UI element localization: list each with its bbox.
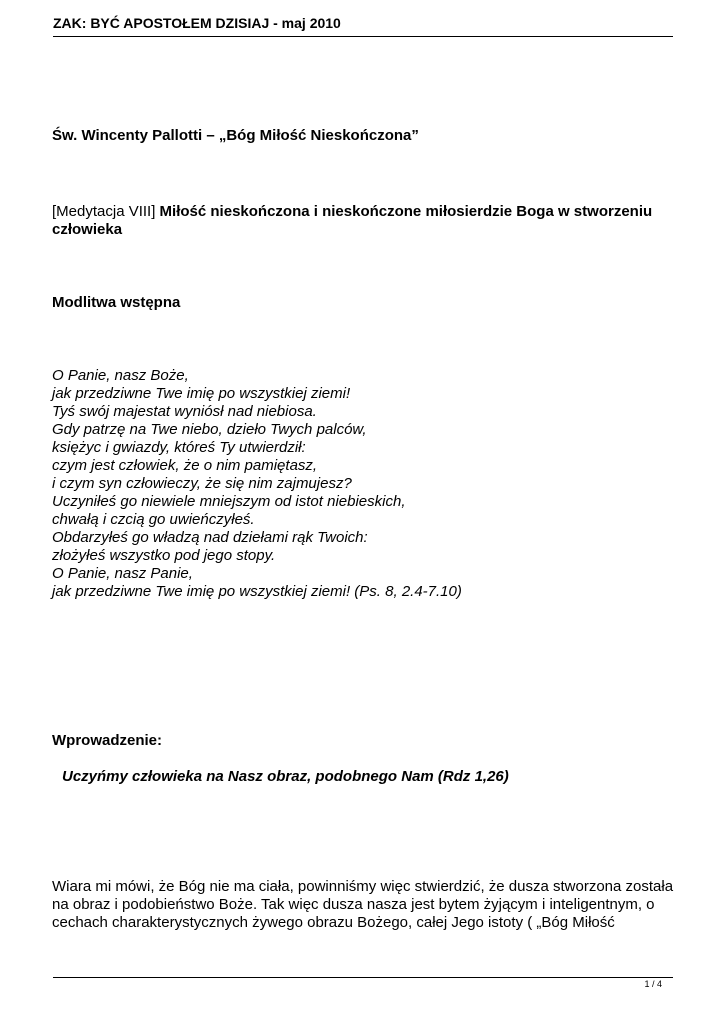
meditation-title-line2: człowieka xyxy=(52,221,123,238)
poem-line: czym jest człowiek, że o nim pamiętasz, xyxy=(52,457,318,474)
meditation-title xyxy=(52,203,672,239)
poem-line: i czym syn człowieczy, że się nim zajmujesz? xyxy=(52,475,352,492)
body-line: Wiara mi mówi, że Bóg nie ma ciała, powinniśmy więc stwierdzić, że dusza stworzona została xyxy=(52,878,674,895)
poem-line: jak przedziwne Twe imię po wszystkiej ziemi! (Ps. 8, 2.4-7.10) xyxy=(52,583,462,600)
footer-divider xyxy=(53,977,673,978)
intro-heading: Wprowadzenie: xyxy=(52,732,163,749)
body-paragraph xyxy=(52,878,672,932)
poem-line: chwałą i czcią go uwieńczyłeś. xyxy=(52,511,255,528)
poem-line: O Panie, nasz Boże, xyxy=(52,367,189,384)
page-header xyxy=(53,14,673,37)
poem-line: jak przedziwne Twe imię po wszystkiej ziemi! xyxy=(52,385,351,402)
poem-line: księżyc i gwiazdy, któreś Ty utwierdził: xyxy=(52,439,306,456)
meditation-prefix: [Medytacja VIII] xyxy=(52,203,160,220)
header-title: ZAK: BYĆ APOSTOŁEM DZISIAJ - maj 2010 xyxy=(53,15,341,31)
body-line: na obraz i podobieństwo Boże. Tak więc dusza nasza jest bytem żyjącym i inteligentnym, o xyxy=(52,896,655,913)
intro-quote: Uczyńmy człowieka na Nasz obraz, podobnego Nam (Rdz 1,26) xyxy=(62,768,509,785)
poem-line: Uczyniłeś go niewiele mniejszym od istot niebieskich, xyxy=(52,493,406,510)
poem-line: Obdarzyłeś go władzą nad dziełami rąk Twoich: xyxy=(52,529,368,546)
meditation-title-line1: Miłość nieskończona i nieskończone miłosierdzie Boga w stworzeniu xyxy=(159,203,653,220)
poem xyxy=(52,367,672,601)
poem-line: złożyłeś wszystko pod jego stopy. xyxy=(52,547,276,564)
poem-line: Gdy patrzę na Twe niebo, dzieło Twych palców, xyxy=(52,421,367,438)
page-number: 1 / 4 xyxy=(644,979,662,989)
poem-line: O Panie, nasz Panie, xyxy=(52,565,193,582)
body-line: cechach charakterystycznych żywego obrazu Bożego, całej Jego istoty ( „Bóg Miłość xyxy=(52,914,615,931)
document-title: Św. Wincenty Pallotti – „Bóg Miłość Nieskończona” xyxy=(52,127,419,144)
prayer-heading: Modlitwa wstępna xyxy=(52,294,181,311)
poem-line: Tyś swój majestat wyniósł nad niebiosa. xyxy=(52,403,317,420)
